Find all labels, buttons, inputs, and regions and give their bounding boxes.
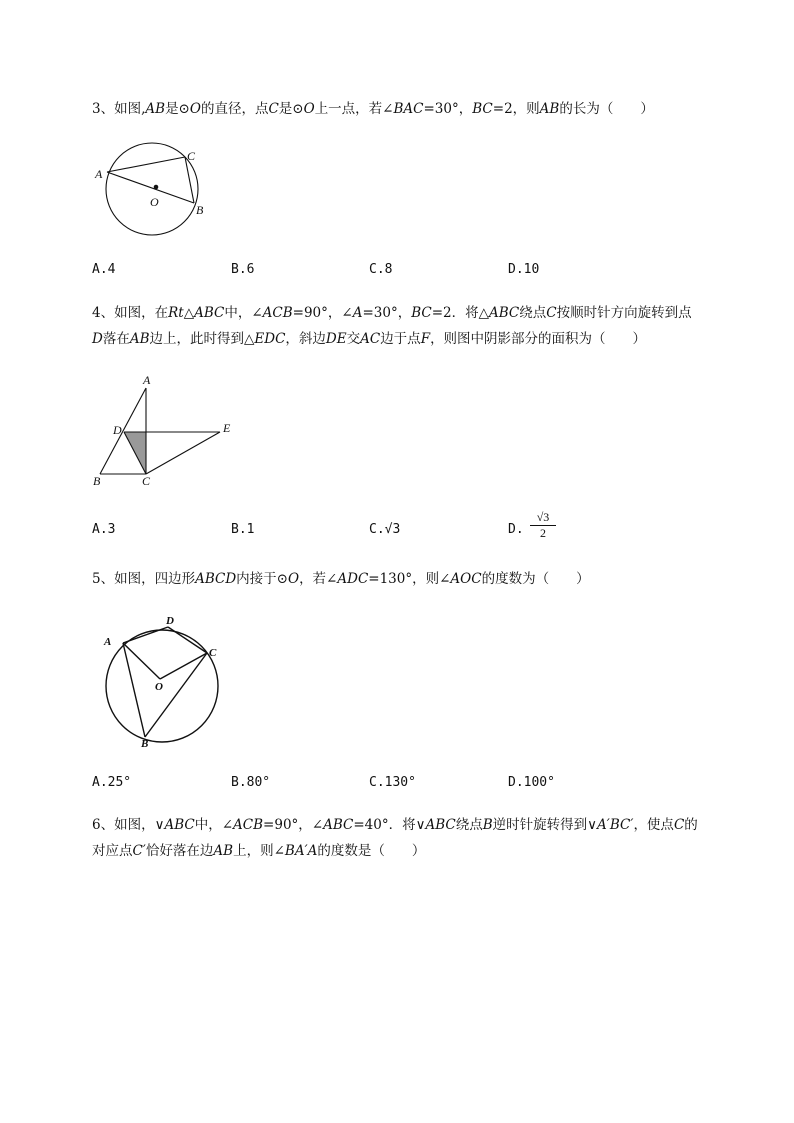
option-b[interactable]: B.1 — [231, 522, 255, 537]
question-6-text-line-1: 6、如图，∨ABC中，∠ACB=90°，∠ABC=40°．将∨ABC绕点B逆时针旋转得到∨A′BC′，使点C的 — [92, 817, 698, 833]
question-number: 3、 — [92, 101, 115, 117]
chord-bc — [185, 157, 194, 203]
option-c[interactable]: C.√3 — [369, 522, 401, 537]
question-number: 4、 — [92, 305, 115, 321]
segment-dc — [168, 627, 207, 653]
label-e: E — [223, 421, 231, 435]
question-3-text: 3、如图,AB是⊙O的直径，点C是⊙O上一点，若∠BAC=30°，BC=2，则AB的长为（ ） — [92, 101, 654, 117]
segment-ao — [123, 643, 160, 679]
question-3-figure — [88, 138, 228, 248]
option-a[interactable]: A.4 — [92, 262, 116, 277]
option-a[interactable]: A.3 — [92, 522, 116, 537]
label-d: D — [113, 423, 122, 437]
question-4-text-line-2: D落在AB边上，此时得到△EDC，斜边DE交AC边于点F，则图中阴影部分的面积为（ ） — [92, 331, 647, 347]
option-d-fraction — [530, 510, 556, 541]
question-5-figure — [98, 610, 228, 750]
option-c[interactable]: C.130° — [369, 775, 416, 790]
label-b: B — [196, 203, 204, 217]
label-c: C — [142, 474, 151, 488]
label-a: A — [95, 167, 103, 181]
option-c[interactable]: C.8 — [369, 262, 393, 277]
question-6-text-line-2: 对应点C′恰好落在边AB上，则∠BA′A的度数是（ ） — [92, 843, 426, 859]
label-a: A — [104, 636, 112, 648]
option-b[interactable]: B.6 — [231, 262, 255, 277]
question-5-text: 5、如图，四边形ABCD内接于⊙O，若∠ADC=130°，则∠AOC的度数为（ ） — [92, 571, 590, 587]
label-c: C — [187, 149, 196, 163]
question-number: 5、 — [92, 571, 115, 587]
chord-ac — [107, 157, 185, 172]
label-o: O — [150, 195, 159, 209]
option-d[interactable]: D. — [508, 522, 524, 537]
label-o: O — [155, 681, 163, 693]
segment-oc — [160, 653, 207, 679]
fraction-denominator: 2 — [540, 526, 546, 540]
label-a: A — [143, 373, 151, 387]
segment-ba — [123, 643, 145, 737]
label-d: D — [166, 615, 174, 627]
question-number: 6、 — [92, 817, 115, 833]
center-point — [154, 185, 159, 190]
question-4-figure — [88, 372, 248, 490]
segment-ad — [123, 627, 168, 643]
segment-ec — [146, 432, 220, 474]
label-b: B — [93, 474, 101, 488]
option-a[interactable]: A.25° — [92, 775, 132, 790]
option-b[interactable]: B.80° — [231, 775, 271, 790]
label-b: B — [141, 738, 149, 750]
label-c: C — [209, 647, 217, 659]
option-d[interactable]: D.100° — [508, 775, 555, 790]
segment-cb — [145, 653, 207, 737]
option-d[interactable]: D.10 — [508, 262, 540, 277]
fraction-numerator: √3 — [530, 510, 556, 526]
question-4-text-line-1: 4、如图，在Rt△ABC中，∠ACB=90°，∠A=30°，BC=2．将△ABC绕点C按顺时针方向旋转到点 — [92, 305, 692, 321]
